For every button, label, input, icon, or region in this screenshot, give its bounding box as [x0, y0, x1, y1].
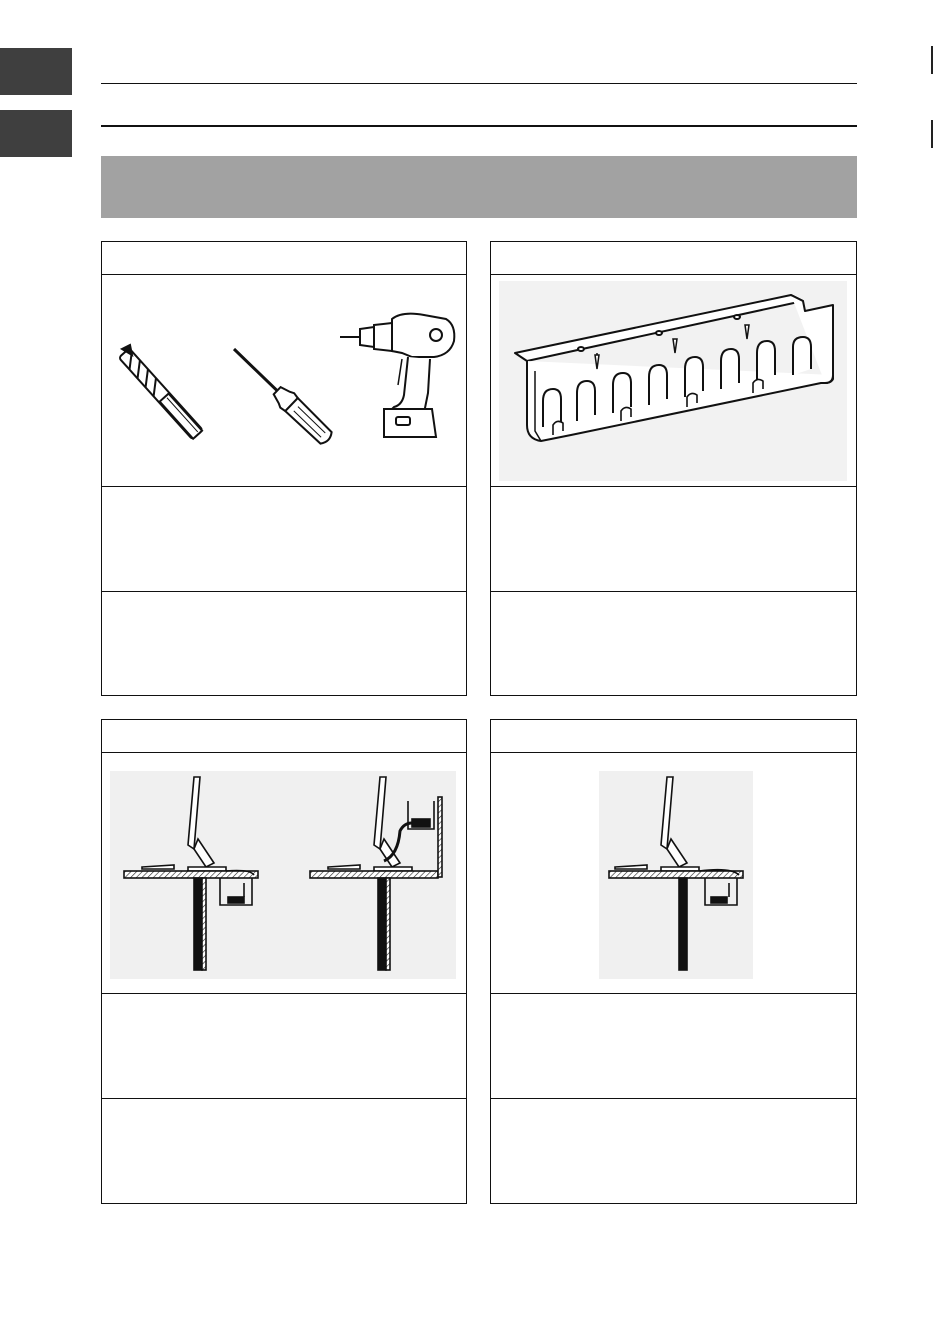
panel-mounting-option-b — [490, 719, 857, 1204]
panel-cable-tray — [490, 241, 857, 696]
tray-text-row — [491, 486, 856, 592]
screwdriver-icon — [227, 342, 335, 447]
mounting-illustration-b — [491, 753, 856, 994]
panel-mounting-option-a — [101, 719, 467, 1204]
cable-tray-illustration — [491, 275, 856, 487]
drill-bit-icon — [119, 345, 203, 439]
panel-heading — [491, 242, 856, 275]
mounting-a-text-row — [102, 993, 466, 1099]
mounting-a-text-row — [102, 1099, 466, 1203]
mounting-illustration-a — [102, 753, 466, 994]
tools-text-row — [102, 486, 466, 592]
cordless-drill-icon — [340, 314, 454, 437]
section-title-bar — [101, 156, 857, 218]
panel-heading — [102, 720, 466, 753]
language-tab — [0, 48, 72, 95]
mounting-b-text-row — [491, 1099, 856, 1203]
language-tab — [0, 110, 72, 157]
panel-required-tools — [101, 241, 467, 696]
panel-heading — [102, 242, 466, 275]
tools-illustration — [102, 275, 466, 487]
panel-heading — [491, 720, 856, 753]
tray-text-row — [491, 592, 856, 696]
header-rule-thick — [101, 125, 857, 127]
mounting-b-text-row — [491, 993, 856, 1099]
header-rule — [101, 83, 857, 84]
tools-text-row — [102, 592, 466, 696]
